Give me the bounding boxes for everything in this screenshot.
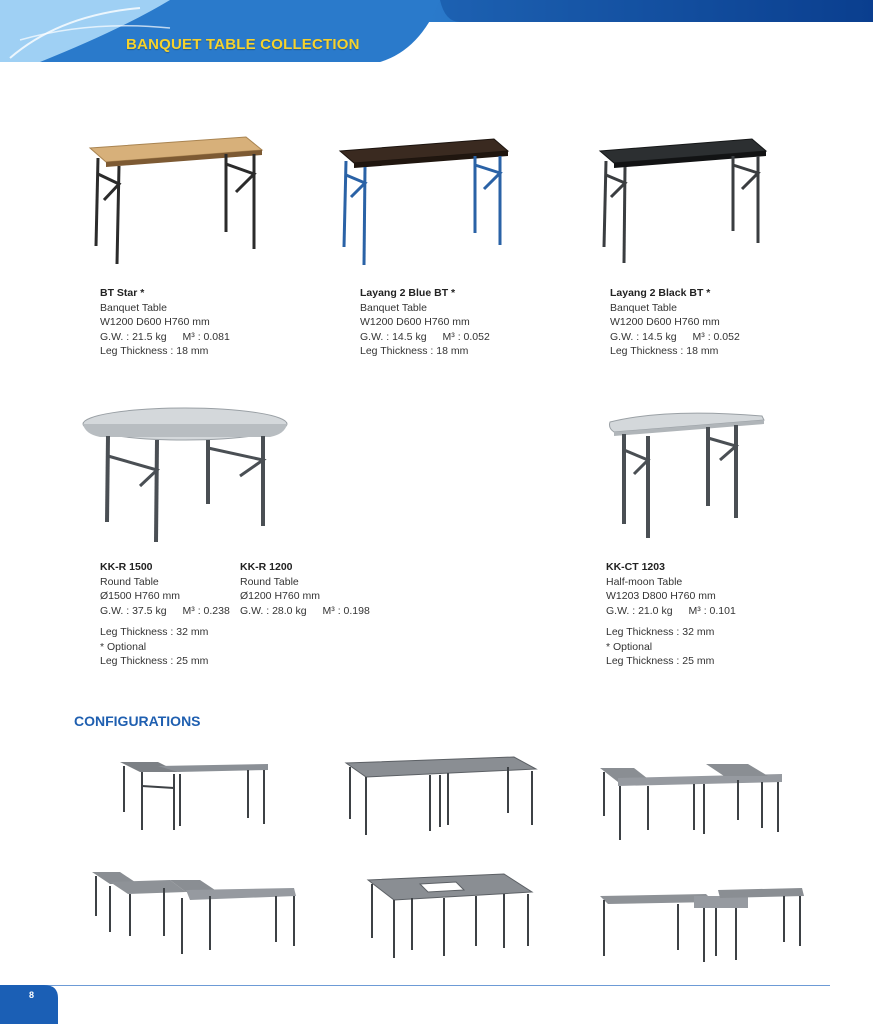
- optional-leg-thickness-note: Leg Thickness : 25 mm: [100, 655, 209, 667]
- product-name: KK-R 1500: [100, 561, 153, 573]
- product-type: Banquet Table: [100, 301, 167, 314]
- page-title: BANQUET TABLE COLLECTION: [126, 36, 360, 53]
- optional-leg-thickness-note: Leg Thickness : 25 mm: [606, 655, 715, 667]
- leg-thickness-note: Leg Thickness : 32 mm: [100, 626, 209, 638]
- product-name: Layang 2 Black BT *: [610, 287, 711, 299]
- product-volume: M³ : 0.052: [442, 330, 490, 343]
- product-dimensions: W1200 D600 H760 mm: [360, 316, 470, 328]
- kk-r-round-table-image: [80, 404, 290, 546]
- product-gross-weight: G.W. : 14.5 kg: [610, 330, 677, 343]
- page-number: 8: [29, 990, 35, 1000]
- product-volume: M³ : 0.052: [692, 330, 740, 343]
- product-gross-weight: G.W. : 21.0 kg: [606, 604, 673, 617]
- footer-page-tab: [0, 982, 60, 1024]
- product-dimensions: W1200 D600 H760 mm: [610, 316, 720, 328]
- spec-layang-2-black: [610, 286, 740, 359]
- config-u-shape-image: [598, 760, 784, 842]
- product-type: Half-moon Table: [606, 575, 683, 588]
- product-name: Layang 2 Blue BT *: [360, 287, 456, 299]
- config-rectangle-image: [344, 755, 538, 840]
- spec-kk-ct-1203: [606, 560, 736, 618]
- product-leg-thickness: Leg Thickness : 18 mm: [360, 345, 469, 357]
- product-name: KK-R 1200: [240, 561, 293, 573]
- product-type: Round Table: [240, 575, 299, 588]
- product-volume: M³ : 0.081: [182, 330, 230, 343]
- configurations-heading: CONFIGURATIONS: [74, 713, 201, 729]
- product-type: Banquet Table: [360, 301, 427, 314]
- product-gross-weight: G.W. : 21.5 kg: [100, 330, 167, 343]
- product-type: Round Table: [100, 575, 159, 588]
- spec-round-leg-notes: [100, 625, 208, 669]
- footer-divider: [40, 985, 830, 986]
- product-dimensions: Ø1500 H760 mm: [100, 590, 180, 602]
- leg-thickness-note: Leg Thickness : 32 mm: [606, 626, 715, 638]
- product-name: BT Star *: [100, 287, 145, 299]
- layang-2-blue-table-image: [338, 137, 510, 267]
- bt-star-table-image: [86, 134, 266, 269]
- config-t-shape-image: [598, 886, 808, 966]
- product-volume: M³ : 0.101: [688, 604, 736, 617]
- product-dimensions: W1203 D800 H760 mm: [606, 590, 716, 602]
- spec-kk-r-1200: [240, 560, 370, 618]
- config-zigzag-image: [90, 868, 300, 958]
- config-l-shape-image: [118, 758, 273, 838]
- spec-bt-star: [100, 286, 230, 359]
- product-gross-weight: G.W. : 37.5 kg: [100, 604, 167, 617]
- spec-kk-r-1500: [100, 560, 230, 618]
- config-hollow-square-image: [364, 870, 536, 962]
- spec-halfmoon-leg-notes: [606, 625, 714, 669]
- product-volume: M³ : 0.238: [182, 604, 230, 617]
- product-type: Banquet Table: [610, 301, 677, 314]
- product-volume: M³ : 0.198: [322, 604, 370, 617]
- product-leg-thickness: Leg Thickness : 18 mm: [100, 345, 209, 357]
- kk-ct-halfmoon-table-image: [606, 410, 768, 540]
- product-dimensions: W1200 D600 H760 mm: [100, 316, 210, 328]
- product-dimensions: Ø1200 H760 mm: [240, 590, 320, 602]
- optional-note: * Optional: [606, 640, 653, 653]
- spec-layang-2-blue: [360, 286, 490, 359]
- optional-note: * Optional: [100, 640, 147, 653]
- product-name: KK-CT 1203: [606, 561, 665, 573]
- product-gross-weight: G.W. : 14.5 kg: [360, 330, 427, 343]
- product-gross-weight: G.W. : 28.0 kg: [240, 604, 307, 617]
- product-leg-thickness: Leg Thickness : 18 mm: [610, 345, 719, 357]
- layang-2-black-table-image: [598, 137, 768, 267]
